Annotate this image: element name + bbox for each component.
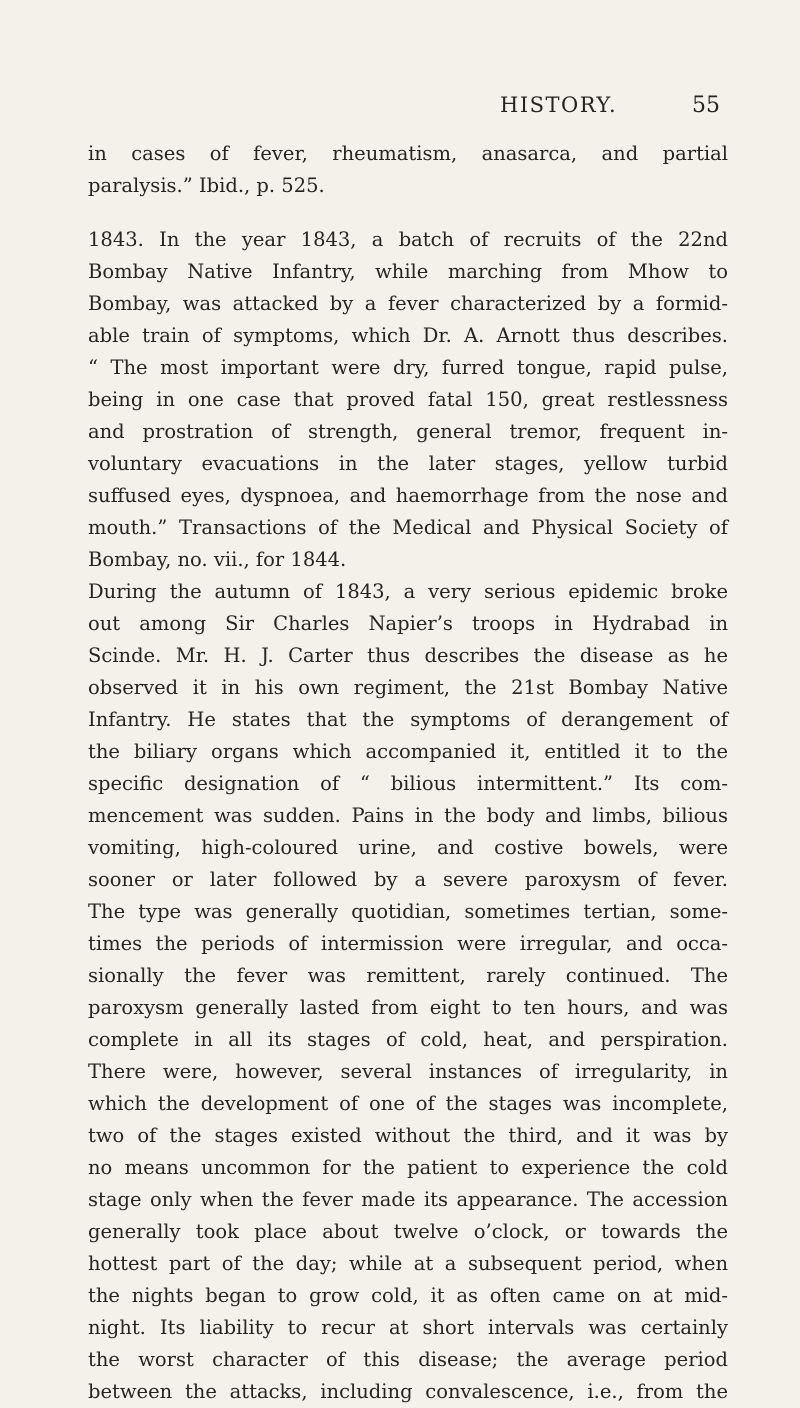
page-number: 55 [692,93,720,118]
text-line: Bombay, was attacked by a fever characterized by a formid- [88,292,728,315]
text-line: There were, however, several instances of irregularity, in [88,1060,728,1083]
text-line: During the autumn of 1843, a very serious epidemic broke [88,580,728,603]
page-header [500,93,720,123]
text-line: Bombay Native Infantry, while marching from Mhow to [88,260,728,283]
text-line: Scinde. Mr. H. J. Carter thus describes the disease as he [88,644,728,667]
text-line: specific designation of “ bilious intermittent.” Its com- [88,772,728,795]
text-line: out among Sir Charles Napier’s troops in Hydrabad in [88,612,728,635]
text-line: Bombay, no. vii., for 1844. [88,548,347,571]
text-line: which the development of one of the stages was incomplete, [88,1092,728,1115]
text-line: mouth.” Transactions of the Medical and Physical Society of [88,516,728,539]
text-line: The type was generally quotidian, sometimes tertian, some- [88,900,728,923]
text-line: observed it in his own regiment, the 21st Bombay Native [88,676,728,699]
text-line: night. Its liability to recur at short intervals was certainly [88,1316,728,1339]
text-line: complete in all its stages of cold, heat, and perspiration. [88,1028,728,1051]
text-line: paroxysm generally lasted from eight to ten hours, and was [88,996,728,1019]
text-line: Infantry. He states that the symptoms of derangement of [88,708,728,731]
text-line: stage only when the fever made its appearance. The accession [88,1188,728,1211]
text-line: “ The most important were dry, furred tongue, rapid pulse, [88,356,728,379]
text-line: generally took place about twelve o’clock, or towards the [88,1220,728,1243]
text-line: voluntary evacuations in the later stages, yellow turbid [88,452,728,475]
text-line: the biliary organs which accompanied it, entitled it to the [88,740,728,763]
text-line: paralysis.” Ibid., p. 525. [88,174,325,197]
running-title: HISTORY. [500,93,618,117]
text-line: and prostration of strength, general tremor, frequent in- [88,420,728,443]
text-line: the worst character of this disease; the average period [88,1348,728,1371]
body-text [88,138,728,1408]
text-line: hottest part of the day; while at a subsequent period, when [88,1252,728,1275]
text-line: vomiting, high-coloured urine, and costive bowels, were [88,836,728,859]
text-line: being in one case that proved fatal 150, great restlessness [88,388,728,411]
text-line: able train of symptoms, which Dr. A. Arnott thus describes. [88,324,728,347]
text-line: no means uncommon for the patient to experience the cold [88,1156,728,1179]
text-line: mencement was sudden. Pains in the body and limbs, bilious [88,804,728,827]
text-line: times the periods of intermission were irregular, and occa- [88,932,728,955]
paragraph-gap [88,202,728,224]
text-line: suffused eyes, dyspnoea, and haemorrhage from the nose and [88,484,728,507]
text-line: in cases of fever, rheumatism, anasarca, and partial [88,142,728,165]
text-line: sionally the fever was remittent, rarely continued. The [88,964,728,987]
text-line: between the attacks, including convalescence, i.e., from the [88,1380,728,1403]
text-line: two of the stages existed without the third, and it was by [88,1124,728,1147]
text-line: sooner or later followed by a severe paroxysm of fever. [88,868,728,891]
text-line: the nights began to grow cold, it as often came on at mid- [88,1284,728,1307]
text-line: 1843. In the year 1843, a batch of recruits of the 22nd [88,228,728,251]
